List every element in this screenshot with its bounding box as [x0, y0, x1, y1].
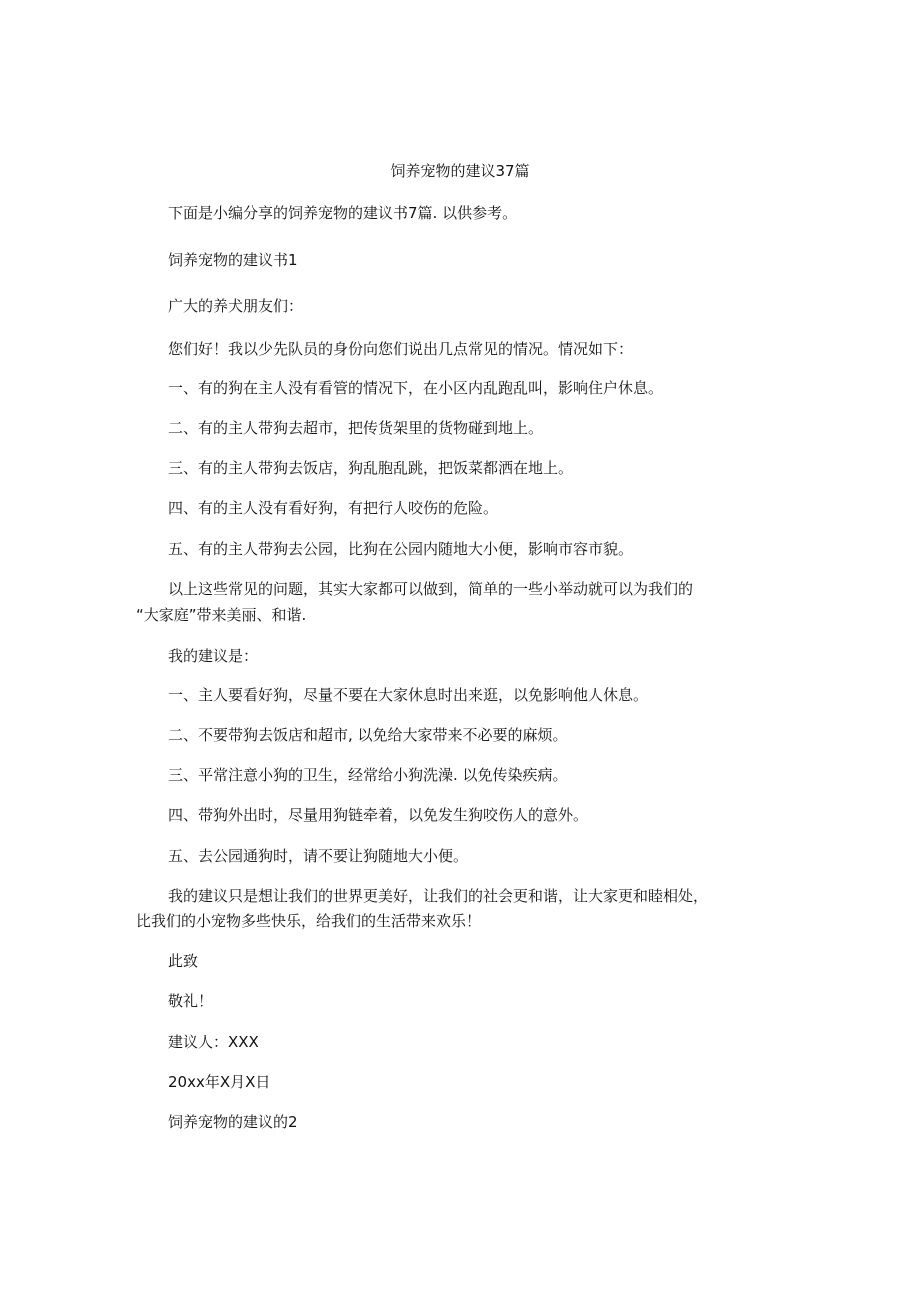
summary-paragraph-line: “大家庭”带来美丽、和谐. — [136, 606, 307, 624]
problem-item: 一、有的狗在主人没有看管的情况下，在小区内乱跑乱叫，影响住户休息。 — [168, 379, 664, 397]
suggestion-item: 五、去公园通狗时，请不要让狗随地大小便。 — [168, 847, 469, 865]
opening-paragraph: 您们好！我以少先队员的身份向您们说出几点常见的情况。情况如下： — [168, 340, 634, 358]
problem-item: 四、有的主人没有看好狗，有把行人咬伤的危险。 — [168, 499, 499, 517]
problem-item: 二、有的主人带狗去超市，把传货架里的货物碰到地上。 — [168, 419, 544, 437]
problem-item: 三、有的主人带狗去饭店，狗乱胞乱跳，把饭菜都洒在地上。 — [168, 459, 574, 477]
ci-zhi: 此致 — [168, 952, 199, 970]
closing-paragraph-line: 我的建议只是想让我们的世界更美好，让我们的社会更和谐，让大家更和睦相处， — [168, 887, 709, 905]
problem-item: 五、有的主人带狗去公园，比狗在公园内随地大小便，影响市容市貌。 — [168, 540, 634, 558]
document-date: 20xx年X月X日 — [168, 1073, 271, 1091]
intro-paragraph: 下面是小编分享的饲养宠物的建议书7篇. 以供参考。 — [168, 204, 518, 222]
salutation: 广大的养犬朋友们： — [168, 297, 304, 315]
suggestion-item: 一、主人要看好狗，尽量不要在大家休息时出来逛，以免影响他人休息。 — [168, 686, 649, 704]
proposer-signature: 建议人：XXX — [168, 1033, 259, 1051]
suggestion-item: 二、不要带狗去饭店和超市, 以免给大家带来不必要的麻烦。 — [168, 726, 568, 744]
suggestions-heading: 我的建议是： — [168, 647, 259, 665]
jing-li: 敬礼！ — [168, 992, 214, 1010]
section-heading-2: 饲养宠物的建议的2 — [168, 1113, 298, 1131]
summary-paragraph-line: 以上这些常见的问题，其实大家都可以做到，简单的一些小举动就可以为我们的 — [168, 580, 694, 598]
suggestion-item: 三、平常注意小狗的卫生，经常给小狗洗澡. 以免传染疾病。 — [168, 766, 568, 784]
document-title: 饲养宠物的建议37篇 — [390, 162, 530, 180]
suggestion-item: 四、带狗外出时，尽量用狗链牵着，以免发生狗咬伤人的意外。 — [168, 806, 589, 824]
closing-paragraph-line: 比我们的小宠物多些快乐，给我们的生活带来欢乐！ — [136, 912, 482, 930]
section-heading-1: 饲养宠物的建议书1 — [168, 251, 298, 269]
